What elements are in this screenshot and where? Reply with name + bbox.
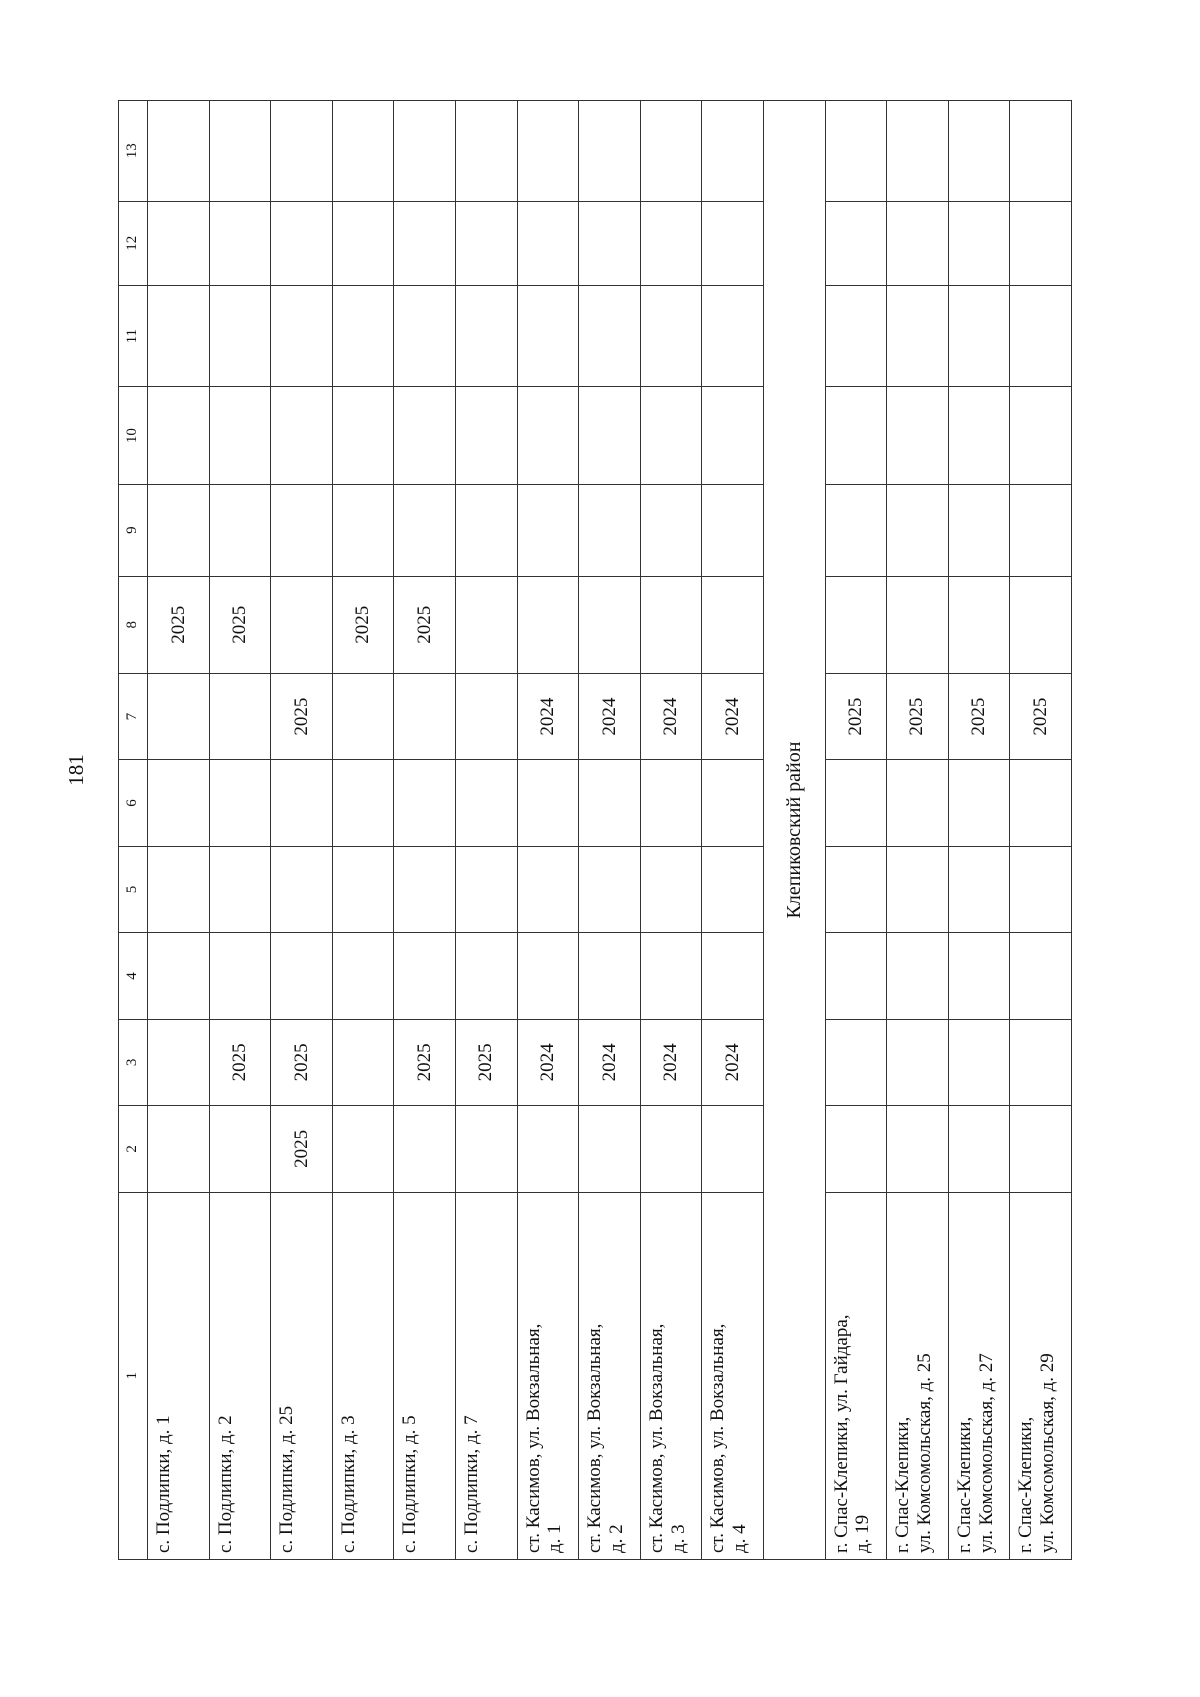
year-cell (456, 933, 518, 1019)
year-cell (456, 201, 518, 285)
header-cell-col-6: 6 (119, 760, 148, 846)
address-cell: г. Спас-Клепики, ул. Комсомольская, д. 25 (887, 1192, 949, 1559)
year-cell (640, 760, 702, 846)
year-cell (456, 387, 518, 484)
year-cell (948, 484, 1010, 576)
year-cell (948, 760, 1010, 846)
table-row (702, 101, 764, 1560)
year-cell (640, 484, 702, 576)
table-row (887, 101, 949, 1560)
year-cell (640, 101, 702, 202)
year-cell (640, 1106, 702, 1192)
year-cell (271, 484, 333, 576)
section-row (763, 101, 825, 1560)
header-cell-col-2: 2 (119, 1106, 148, 1192)
year-cell: 2025 (332, 576, 394, 673)
year-cell: 2025 (456, 1019, 518, 1105)
year-cell (517, 285, 579, 387)
year-cell (702, 933, 764, 1019)
table-row (148, 101, 210, 1560)
year-cell (702, 760, 764, 846)
year-cell (640, 933, 702, 1019)
year-cell (394, 484, 456, 576)
table-row (579, 101, 641, 1560)
year-cell (948, 201, 1010, 285)
year-cell (702, 285, 764, 387)
year-cell (394, 760, 456, 846)
header-cell-col-1: 1 (119, 1192, 148, 1559)
year-cell (887, 576, 949, 673)
year-cell (394, 387, 456, 484)
year-cell: 2025 (825, 673, 887, 759)
year-cell (394, 1106, 456, 1192)
year-cell (209, 285, 271, 387)
year-cell (517, 846, 579, 932)
year-cell (271, 933, 333, 1019)
year-cell (825, 760, 887, 846)
year-cell (579, 846, 641, 932)
year-cell (702, 576, 764, 673)
header-cell-col-11: 11 (119, 285, 148, 387)
year-cell (887, 1106, 949, 1192)
schedule-table-wrapper (118, 100, 1072, 1560)
year-cell (825, 846, 887, 932)
year-cell (209, 387, 271, 484)
year-cell (517, 576, 579, 673)
year-cell (271, 846, 333, 932)
year-cell (825, 933, 887, 1019)
year-cell (148, 760, 210, 846)
year-cell (579, 484, 641, 576)
year-cell (887, 387, 949, 484)
year-cell (948, 387, 1010, 484)
year-cell (948, 101, 1010, 202)
year-cell (579, 201, 641, 285)
year-cell (1010, 1106, 1072, 1192)
year-cell (948, 285, 1010, 387)
table-row (332, 101, 394, 1560)
year-cell (640, 846, 702, 932)
year-cell (948, 933, 1010, 1019)
year-cell: 2024 (702, 673, 764, 759)
year-cell (1010, 846, 1072, 932)
year-cell (948, 1106, 1010, 1192)
year-cell (825, 101, 887, 202)
section-title: Клепиковский район (763, 101, 825, 1560)
year-cell (394, 201, 456, 285)
year-cell (579, 760, 641, 846)
year-cell (517, 201, 579, 285)
year-cell (332, 933, 394, 1019)
year-cell (579, 387, 641, 484)
year-cell (456, 1106, 518, 1192)
year-cell (948, 576, 1010, 673)
address-cell: ст. Касимов, ул. Вокзальная, д. 3 (640, 1192, 702, 1559)
year-cell (702, 846, 764, 932)
year-cell (271, 101, 333, 202)
year-cell (1010, 201, 1072, 285)
year-cell (271, 760, 333, 846)
year-cell: 2024 (579, 1019, 641, 1105)
address-cell: с. Подлипки, д. 7 (456, 1192, 518, 1559)
year-cell (332, 760, 394, 846)
year-cell (517, 933, 579, 1019)
year-cell: 2025 (948, 673, 1010, 759)
year-cell (887, 760, 949, 846)
year-cell (148, 484, 210, 576)
year-cell (271, 285, 333, 387)
year-cell (1010, 760, 1072, 846)
year-cell (271, 201, 333, 285)
year-cell: 2025 (148, 576, 210, 673)
year-cell (579, 285, 641, 387)
year-cell (148, 201, 210, 285)
year-cell: 2025 (209, 576, 271, 673)
header-cell-col-7: 7 (119, 673, 148, 759)
year-cell: 2025 (209, 1019, 271, 1105)
header-row (119, 101, 148, 1560)
year-cell (209, 933, 271, 1019)
year-cell (1010, 387, 1072, 484)
year-cell: 2025 (394, 1019, 456, 1105)
header-cell-col-9: 9 (119, 484, 148, 576)
table-row (640, 101, 702, 1560)
table-row (825, 101, 887, 1560)
year-cell (148, 673, 210, 759)
year-cell (394, 285, 456, 387)
year-cell (209, 201, 271, 285)
year-cell (825, 285, 887, 387)
address-cell: с. Подлипки, д. 2 (209, 1192, 271, 1559)
header-cell-col-13: 13 (119, 101, 148, 202)
table-row (517, 101, 579, 1560)
year-cell: 2024 (702, 1019, 764, 1105)
address-cell: с. Подлипки, д. 25 (271, 1192, 333, 1559)
year-cell: 2024 (517, 673, 579, 759)
year-cell (825, 1019, 887, 1105)
year-cell (394, 673, 456, 759)
year-cell (209, 673, 271, 759)
year-cell (332, 846, 394, 932)
header-cell-col-12: 12 (119, 201, 148, 285)
year-cell (702, 484, 764, 576)
year-cell (1010, 1019, 1072, 1105)
year-cell (456, 484, 518, 576)
year-cell (456, 673, 518, 759)
year-cell (456, 846, 518, 932)
year-cell (209, 101, 271, 202)
year-cell (640, 285, 702, 387)
year-cell: 2025 (271, 1019, 333, 1105)
year-cell (702, 387, 764, 484)
year-cell (579, 101, 641, 202)
year-cell (394, 101, 456, 202)
year-cell (579, 576, 641, 673)
address-cell: ст. Касимов, ул. Вокзальная, д. 2 (579, 1192, 641, 1559)
year-cell: 2025 (887, 673, 949, 759)
year-cell (825, 387, 887, 484)
year-cell (148, 933, 210, 1019)
year-cell (1010, 101, 1072, 202)
address-cell: г. Спас-Клепики, ул. Гайдара, д. 19 (825, 1192, 887, 1559)
year-cell (148, 285, 210, 387)
address-cell: ст. Касимов, ул. Вокзальная, д. 1 (517, 1192, 579, 1559)
year-cell (887, 933, 949, 1019)
year-cell: 2024 (579, 673, 641, 759)
year-cell (702, 1106, 764, 1192)
year-cell (148, 1019, 210, 1105)
year-cell (579, 1106, 641, 1192)
year-cell (825, 576, 887, 673)
year-cell (332, 387, 394, 484)
year-cell (887, 285, 949, 387)
page-number: 181 (64, 754, 88, 786)
year-cell (887, 101, 949, 202)
year-cell (517, 101, 579, 202)
year-cell (517, 387, 579, 484)
year-cell (517, 484, 579, 576)
header-cell-col-10: 10 (119, 387, 148, 484)
address-cell: с. Подлипки, д. 3 (332, 1192, 394, 1559)
year-cell: 2025 (271, 1106, 333, 1192)
year-cell (887, 484, 949, 576)
address-cell: г. Спас-Клепики, ул. Комсомольская, д. 27 (948, 1192, 1010, 1559)
year-cell (702, 101, 764, 202)
header-cell-col-3: 3 (119, 1019, 148, 1105)
year-cell (209, 484, 271, 576)
year-cell: 2024 (640, 1019, 702, 1105)
year-cell (825, 201, 887, 285)
year-cell (948, 846, 1010, 932)
year-cell (332, 673, 394, 759)
year-cell (640, 387, 702, 484)
year-cell (271, 387, 333, 484)
table-row (209, 101, 271, 1560)
year-cell (1010, 285, 1072, 387)
year-cell (887, 846, 949, 932)
year-cell (456, 760, 518, 846)
year-cell: 2025 (1010, 673, 1072, 759)
year-cell (148, 846, 210, 932)
year-cell (332, 484, 394, 576)
year-cell (456, 576, 518, 673)
year-cell (579, 933, 641, 1019)
header-cell-col-4: 4 (119, 933, 148, 1019)
year-cell (825, 1106, 887, 1192)
table-row (1010, 101, 1072, 1560)
year-cell (209, 846, 271, 932)
year-cell: 2024 (517, 1019, 579, 1105)
year-cell (887, 1019, 949, 1105)
year-cell: 2025 (394, 576, 456, 673)
year-cell: 2024 (640, 673, 702, 759)
year-cell (332, 201, 394, 285)
year-cell (1010, 484, 1072, 576)
year-cell: 2025 (271, 673, 333, 759)
address-cell: г. Спас-Клепики, ул. Комсомольская, д. 29 (1010, 1192, 1072, 1559)
table-row (948, 101, 1010, 1560)
address-cell: с. Подлипки, д. 5 (394, 1192, 456, 1559)
year-cell (887, 201, 949, 285)
year-cell (517, 1106, 579, 1192)
header-cell-col-5: 5 (119, 846, 148, 932)
year-cell (209, 760, 271, 846)
year-cell (332, 101, 394, 202)
table-row (394, 101, 456, 1560)
year-cell (148, 387, 210, 484)
year-cell (825, 484, 887, 576)
year-cell (517, 760, 579, 846)
year-cell (332, 285, 394, 387)
year-cell (209, 1106, 271, 1192)
header-cell-col-8: 8 (119, 576, 148, 673)
year-cell (948, 1019, 1010, 1105)
address-cell: с. Подлипки, д. 1 (148, 1192, 210, 1559)
year-cell (640, 576, 702, 673)
year-cell (332, 1019, 394, 1105)
year-cell (148, 1106, 210, 1192)
year-cell (332, 1106, 394, 1192)
year-cell (456, 101, 518, 202)
table-row (456, 101, 518, 1560)
year-cell (1010, 933, 1072, 1019)
year-cell (1010, 576, 1072, 673)
table-row (271, 101, 333, 1560)
address-cell: ст. Касимов, ул. Вокзальная, д. 4 (702, 1192, 764, 1559)
year-cell (640, 201, 702, 285)
schedule-table (118, 100, 1072, 1560)
year-cell (456, 285, 518, 387)
year-cell (148, 101, 210, 202)
year-cell (271, 576, 333, 673)
year-cell (702, 201, 764, 285)
year-cell (394, 846, 456, 932)
year-cell (394, 933, 456, 1019)
